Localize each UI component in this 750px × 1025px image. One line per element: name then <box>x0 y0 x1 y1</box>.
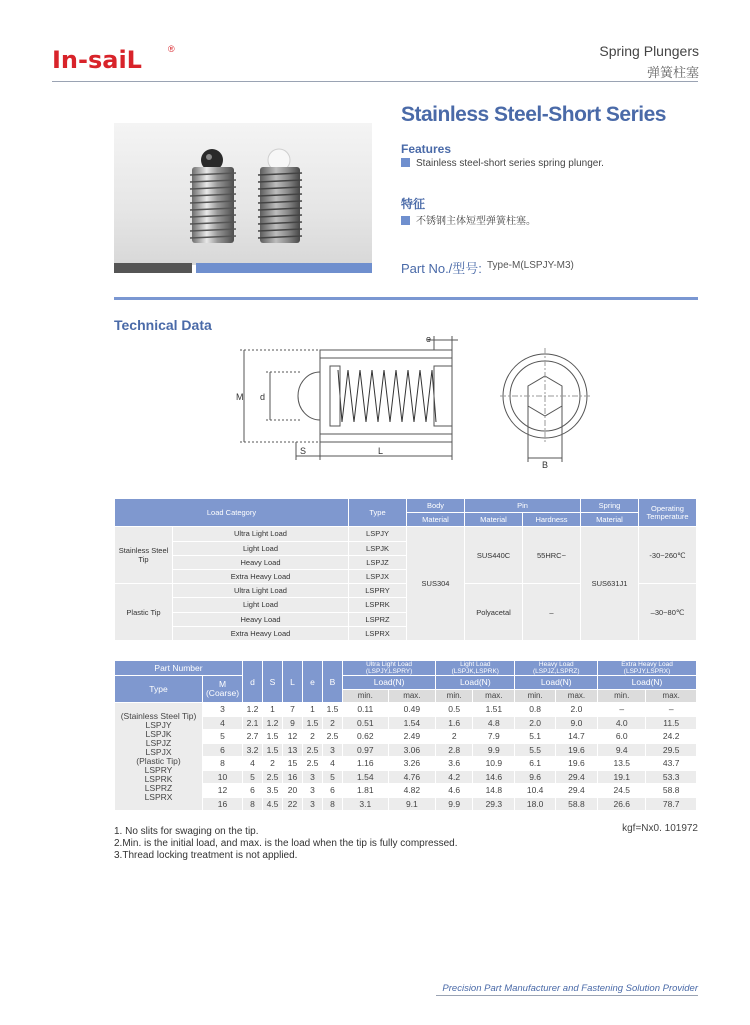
type-list-item: LSPJX <box>145 746 172 757</box>
dim-l-label: L <box>378 446 384 456</box>
load-table-cell: 24.2 <box>646 730 697 744</box>
dim-d-label: d <box>260 392 266 402</box>
load-table-cell: 4.8 <box>473 716 515 730</box>
type-list-item: LSPJY <box>145 719 172 730</box>
load-table-cell: 3 <box>303 797 323 811</box>
col-load-n: Load(N) <box>436 676 515 690</box>
load-table-cell: 4.0 <box>598 716 646 730</box>
load-table-cell: 3 <box>303 784 323 798</box>
load-table-cell: 19.6 <box>555 743 597 757</box>
square-bullet-icon <box>401 158 410 167</box>
load-table-cell: 58.8 <box>646 784 697 798</box>
load-table-cell: 9.4 <box>598 743 646 757</box>
note-item: 3.Thread locking treatment is not applied. <box>114 850 298 861</box>
col-d: d <box>243 661 263 703</box>
temperature-cell: -30~260℃ <box>639 527 697 584</box>
load-table-cell: 53.3 <box>646 770 697 784</box>
col-operating-temp: Operating Temperature <box>639 499 697 527</box>
load-table-cell: 0.8 <box>515 703 555 717</box>
load-table-cell: 0.5 <box>436 703 473 717</box>
footer-divider <box>436 995 698 996</box>
load-table-cell: 58.8 <box>555 797 597 811</box>
load-table-cell: 16 <box>283 770 303 784</box>
load-table-cell: 1 <box>303 703 323 717</box>
company-logo: In-saiL <box>52 46 142 74</box>
load-table-cell: 6.1 <box>515 757 555 771</box>
load-table-cell: 6 <box>323 784 343 798</box>
load-table-cell: 24.5 <box>598 784 646 798</box>
load-table-row <box>115 730 697 744</box>
load-table-cell: 14.7 <box>555 730 597 744</box>
load-table-cell: 6 <box>243 784 263 798</box>
load-table-cell: 1.5 <box>323 703 343 717</box>
load-table-cell: 11.5 <box>646 716 697 730</box>
load-table-cell: 2 <box>263 757 283 771</box>
load-table-cell: 3.06 <box>388 743 436 757</box>
load-table-cell: 8 <box>203 757 243 771</box>
square-bullet-icon <box>401 216 410 225</box>
load-table-cell: 1.54 <box>343 770 389 784</box>
load-table-cell: 3.26 <box>388 757 436 771</box>
load-table-cell: 9.0 <box>555 716 597 730</box>
load-table-cell: 43.7 <box>646 757 697 771</box>
col-min: min. <box>515 689 555 703</box>
load-table-cell: 78.7 <box>646 797 697 811</box>
col-l: L <box>283 661 303 703</box>
type-cell: LSPRZ <box>349 612 407 626</box>
load-table-cell: 4 <box>323 757 343 771</box>
dim-b-label: B <box>542 460 549 470</box>
load-table-cell: 7 <box>283 703 303 717</box>
type-list-cell <box>115 703 203 811</box>
load-cell: Extra Heavy Load <box>173 569 349 583</box>
load-table-row <box>115 743 697 757</box>
features-text: Stainless steel-short series spring plunger. <box>416 158 604 169</box>
load-table-cell: 13.5 <box>598 757 646 771</box>
load-table-row <box>115 770 697 784</box>
load-table-cell: 1.5 <box>303 716 323 730</box>
load-table-cell: 4 <box>243 757 263 771</box>
part-number-label: Part No./型号: <box>401 261 482 276</box>
load-table-cell: 0.62 <box>343 730 389 744</box>
type-list-item: LSPJK <box>145 728 172 739</box>
load-table-cell: – <box>646 703 697 717</box>
load-table-cell: 2.5 <box>263 770 283 784</box>
features-heading-cn: 特征 <box>401 197 426 211</box>
type-list-item: LSPRY <box>144 764 173 775</box>
load-table-cell: 1.2 <box>263 716 283 730</box>
note-item: 2.Min. is the initial load, and max. is the load when the tip is fully compressed. <box>114 838 458 849</box>
load-table-cell: 3 <box>303 770 323 784</box>
load-table-cell: 0.11 <box>343 703 389 717</box>
load-table-cell: 0.49 <box>388 703 436 717</box>
type-list-item: LSPJZ <box>145 737 172 748</box>
spec-table <box>114 498 697 641</box>
load-table-cell: 1.2 <box>243 703 263 717</box>
col-part-number: Part Number <box>115 661 243 676</box>
col-extra-heavy: Extra Heavy Load (LSPJY,LSPRX) <box>598 661 697 676</box>
load-table-cell: 2.0 <box>555 703 597 717</box>
load-table-row <box>115 797 697 811</box>
load-table-cell: 29.4 <box>555 784 597 798</box>
load-table-cell: 1.5 <box>263 730 283 744</box>
product-photo <box>114 123 372 265</box>
load-table <box>114 660 697 811</box>
body-material-cell: SUS304 <box>407 527 465 641</box>
series-title: Stainless Steel-Short Series <box>401 103 666 126</box>
load-table-cell: 14.6 <box>473 770 515 784</box>
pin-material-cell: Polyacetal <box>465 584 523 641</box>
load-cell: Ultra Light Load <box>173 584 349 598</box>
features-heading: Features <box>401 142 452 156</box>
pin-hardness-cell: – <box>523 584 581 641</box>
load-table-cell: 1.81 <box>343 784 389 798</box>
load-table-cell: 4 <box>203 716 243 730</box>
load-cell: Extra Heavy Load <box>173 626 349 640</box>
unit-conversion: kgf=Nx0. 101972 <box>622 823 698 834</box>
load-table-cell: 5.5 <box>515 743 555 757</box>
load-table-cell: 9.9 <box>473 743 515 757</box>
temperature-cell: –30~80℃ <box>639 584 697 641</box>
load-table-cell: 2 <box>323 716 343 730</box>
load-table-body <box>115 703 697 811</box>
col-type: Type <box>349 499 407 527</box>
group-name: Stainless Steel Tip <box>115 527 173 584</box>
load-cell: Ultra Light Load <box>173 527 349 541</box>
col-m-coarse: M (Coarse) <box>203 676 243 703</box>
features-item <box>401 158 604 169</box>
load-table-cell: – <box>598 703 646 717</box>
load-table-row <box>115 757 697 771</box>
col-load-n: Load(N) <box>598 676 697 690</box>
load-table-cell: 4.82 <box>388 784 436 798</box>
load-table-cell: 5 <box>323 770 343 784</box>
col-max: max. <box>646 689 697 703</box>
load-table-row <box>115 784 697 798</box>
col-min: min. <box>436 689 473 703</box>
col-spring-material: Material <box>581 513 639 527</box>
type-cell: LSPJK <box>349 541 407 555</box>
type-list-item: LSPRX <box>144 791 173 802</box>
load-table-cell: 1.51 <box>473 703 515 717</box>
load-table-cell: 9.1 <box>388 797 436 811</box>
col-body: Body <box>407 499 465 513</box>
load-table-cell: 6.0 <box>598 730 646 744</box>
load-table-cell: 19.6 <box>555 757 597 771</box>
col-pin-hardness: Hardness <box>523 513 581 527</box>
type-list-item: LSPRK <box>144 773 173 784</box>
load-table-cell: 2.5 <box>303 743 323 757</box>
load-table-cell: 1.6 <box>436 716 473 730</box>
load-table-cell: 5 <box>243 770 263 784</box>
notes <box>114 826 458 862</box>
type-cell: LSPRY <box>349 584 407 598</box>
load-table-cell: 2.7 <box>243 730 263 744</box>
load-table-cell: 10.9 <box>473 757 515 771</box>
load-table-cell: 15 <box>283 757 303 771</box>
load-table-cell: 3 <box>203 703 243 717</box>
load-table-cell: 2 <box>436 730 473 744</box>
load-table-cell: 9.9 <box>436 797 473 811</box>
dim-s-label: S <box>300 446 307 456</box>
load-table-cell: 2.8 <box>436 743 473 757</box>
col-b: B <box>323 661 343 703</box>
load-table-cell: 14.8 <box>473 784 515 798</box>
dim-m-label: M <box>236 392 244 402</box>
load-table-cell: 4.76 <box>388 770 436 784</box>
features-item-cn <box>401 212 536 227</box>
load-table-row <box>115 703 697 717</box>
load-table-cell: 9.6 <box>515 770 555 784</box>
col-pin-material: Material <box>465 513 523 527</box>
load-table-cell: 8 <box>243 797 263 811</box>
col-min: min. <box>343 689 389 703</box>
load-table-cell: 19.1 <box>598 770 646 784</box>
features-text-cn: 不锈钢主体短型弹簧柱塞。 <box>416 216 536 227</box>
technical-drawing <box>230 330 590 470</box>
load-table-cell: 20 <box>283 784 303 798</box>
technical-data-heading: Technical Data <box>114 317 212 333</box>
col-s: S <box>263 661 283 703</box>
load-table-cell: 3.5 <box>263 784 283 798</box>
type-cell: LSPJY <box>349 527 407 541</box>
header-divider <box>52 81 698 82</box>
load-table-cell: 1.54 <box>388 716 436 730</box>
pin-hardness-cell: 55HRC~ <box>523 527 581 584</box>
load-table-cell: 29.4 <box>555 770 597 784</box>
load-table-cell: 18.0 <box>515 797 555 811</box>
load-table-cell: 26.6 <box>598 797 646 811</box>
load-table-cell: 7.9 <box>473 730 515 744</box>
load-table-cell: 3.1 <box>343 797 389 811</box>
load-table-cell: 8 <box>323 797 343 811</box>
col-type: Type <box>115 676 203 703</box>
load-table-cell: 12 <box>203 784 243 798</box>
type-cell: LSPJZ <box>349 555 407 569</box>
load-table-cell: 0.97 <box>343 743 389 757</box>
col-max: max. <box>388 689 436 703</box>
spring-material-cell: SUS631J1 <box>581 527 639 641</box>
type-cell: LSPJX <box>349 569 407 583</box>
dim-e-label: e <box>426 334 432 344</box>
load-table-cell: 22 <box>283 797 303 811</box>
load-table-cell: 1.16 <box>343 757 389 771</box>
col-load-n: Load(N) <box>515 676 598 690</box>
col-max: max. <box>555 689 597 703</box>
col-spring: Spring <box>581 499 639 513</box>
group-name: Plastic Tip <box>115 584 173 641</box>
photo-accent-bar-blue <box>196 263 372 273</box>
load-table-cell: 5 <box>203 730 243 744</box>
load-table-cell: 4.5 <box>263 797 283 811</box>
load-table-cell: 29.3 <box>473 797 515 811</box>
load-table-cell: 4.6 <box>436 784 473 798</box>
load-table-cell: 1.5 <box>263 743 283 757</box>
load-table-cell: 10.4 <box>515 784 555 798</box>
load-table-cell: 13 <box>283 743 303 757</box>
catalog-title: Spring Plungers <box>599 43 699 59</box>
load-table-cell: 2 <box>303 730 323 744</box>
footer-tagline: Precision Part Manufacturer and Fastening Solution Provider <box>442 983 698 994</box>
load-table-cell: 3.6 <box>436 757 473 771</box>
col-pin: Pin <box>465 499 581 513</box>
load-cell: Heavy Load <box>173 612 349 626</box>
type-list-item: (Stainless Steel Tip) <box>120 710 197 721</box>
load-table-cell: 2.49 <box>388 730 436 744</box>
catalog-title-cn: 弹簧柱塞 <box>646 65 699 80</box>
type-list-item: LSPRZ <box>144 782 173 793</box>
col-light: Light Load (LSPJK,LSPRK) <box>436 661 515 676</box>
load-table-cell: 10 <box>203 770 243 784</box>
load-table-cell: 9 <box>283 716 303 730</box>
load-cell: Heavy Load <box>173 555 349 569</box>
col-e: e <box>303 661 323 703</box>
load-table-cell: 2.0 <box>515 716 555 730</box>
type-list-item: (Plastic Tip) <box>136 755 181 766</box>
note-item: 1. No slits for swaging on the tip. <box>114 826 259 837</box>
load-table-cell: 29.5 <box>646 743 697 757</box>
registered-mark: ® <box>168 44 175 54</box>
load-table-cell: 2.5 <box>323 730 343 744</box>
load-table-cell: 12 <box>283 730 303 744</box>
load-table-row <box>115 716 697 730</box>
load-table-cell: 2.5 <box>303 757 323 771</box>
part-number-value: Type-M(LSPJY-M3) <box>487 260 574 271</box>
load-table-cell: 3 <box>323 743 343 757</box>
load-table-cell: 5.1 <box>515 730 555 744</box>
col-min: min. <box>598 689 646 703</box>
col-heavy: Heavy Load (LSPJZ,LSPRZ) <box>515 661 598 676</box>
load-cell: Light Load <box>173 541 349 555</box>
load-table-cell: 2.1 <box>243 716 263 730</box>
pin-material-cell: SUS440C <box>465 527 523 584</box>
load-table-cell: 1 <box>263 703 283 717</box>
load-table-cell: 6 <box>203 743 243 757</box>
col-max: max. <box>473 689 515 703</box>
type-cell: LSPRK <box>349 598 407 612</box>
load-cell: Light Load <box>173 598 349 612</box>
load-table-cell: 4.2 <box>436 770 473 784</box>
col-load-n: Load(N) <box>343 676 436 690</box>
spring-plunger-image <box>114 123 372 265</box>
col-body-material: Material <box>407 513 465 527</box>
col-ultra-light: Ultra Light Load (LSPJY,LSPRY) <box>343 661 436 676</box>
load-table-cell: 0.51 <box>343 716 389 730</box>
type-cell: LSPRX <box>349 626 407 640</box>
photo-accent-bar-dark <box>114 263 192 273</box>
col-load-category: Load Category <box>115 499 349 527</box>
load-table-cell: 16 <box>203 797 243 811</box>
load-table-cell: 3.2 <box>243 743 263 757</box>
section-divider <box>114 297 698 300</box>
